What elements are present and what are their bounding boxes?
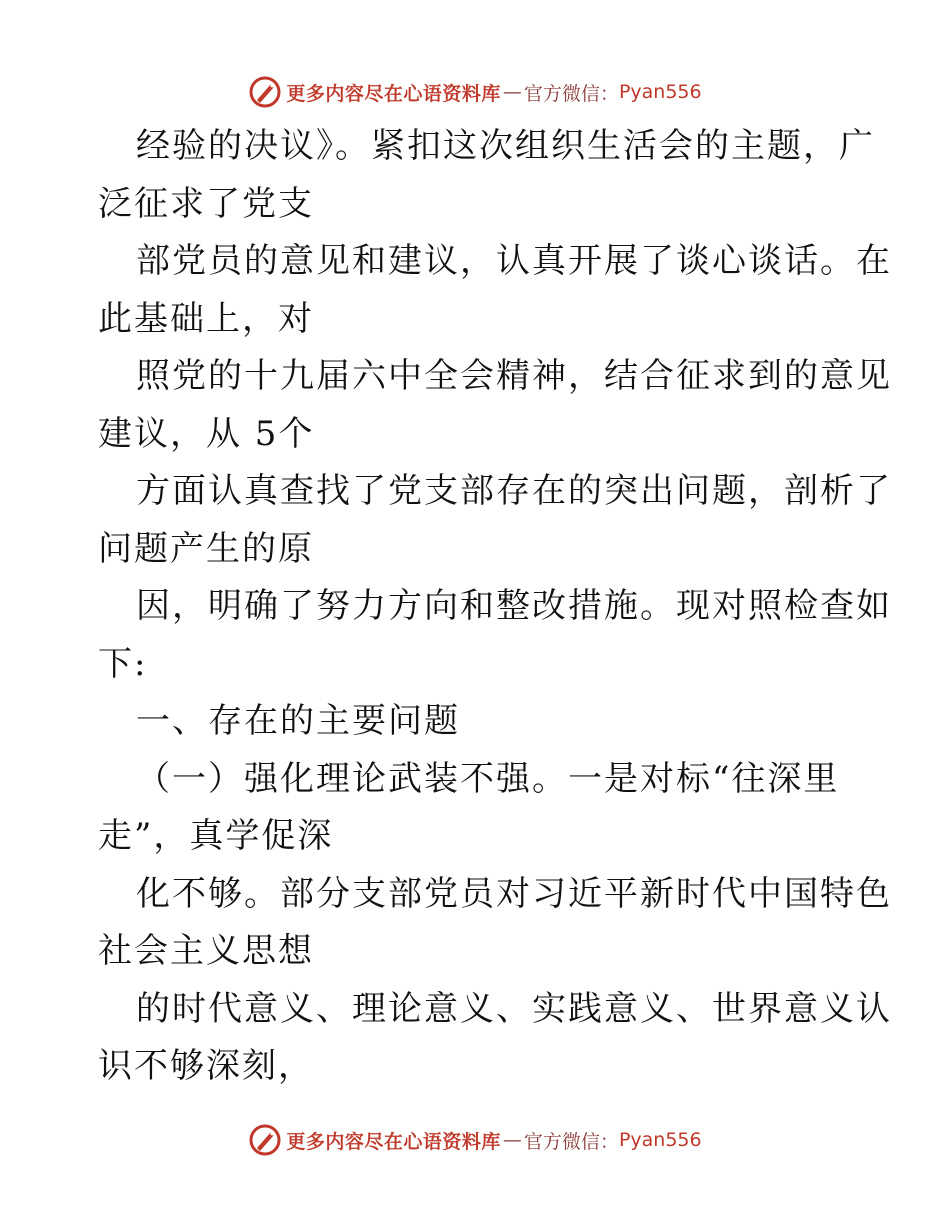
- paragraph-line: 泛征求了党支: [98, 183, 314, 224]
- paragraph-line: （一）强化理论武装不强。一是对标“往深里: [136, 758, 840, 799]
- watermark-wechat-label: 官方微信：: [523, 82, 619, 105]
- watermark-footer: [0, 1120, 950, 1160]
- watermark-wechat-id: Pyan556: [618, 81, 702, 103]
- paragraph-line: 社会主义思想: [98, 931, 314, 971]
- paragraph-line: 问题产生的原: [98, 528, 314, 569]
- watermark-dash: —: [502, 1129, 522, 1151]
- paragraph-line: 走”，真学促深: [98, 816, 334, 856]
- watermark-wechat-label: 官方微信：: [523, 1130, 619, 1153]
- paragraph-line: 建议，从 5个: [98, 413, 315, 454]
- paragraph-line: 此基础上，对: [98, 298, 314, 339]
- document-body: [98, 118, 892, 1096]
- paragraph-line: 因，明确了努力方向和整改措施。现对照检查如: [136, 586, 892, 626]
- watermark-site-name: 更多内容尽在心语资料库: [286, 82, 501, 105]
- section-heading: 一、存在的主要问题: [136, 701, 460, 741]
- paragraph-line: 方面认真查找了党支部存在的突出问题，剖析了: [136, 471, 892, 511]
- paragraph-line: 识不够深刻，: [98, 1046, 314, 1086]
- pen-logo-icon: [248, 1123, 282, 1157]
- paragraph-line: 的时代意义、理论意义、实践意义、世界意义认: [136, 988, 892, 1029]
- paragraph-line: 化不够。部分支部党员对习近平新时代中国特色: [136, 873, 892, 914]
- paragraph-line: 照党的十九届六中全会精神，结合征求到的意见: [136, 356, 892, 396]
- watermark-header: [0, 72, 950, 112]
- paragraph-line: 经验的决议》。紧扣这次组织生活会的主题，广: [136, 126, 875, 166]
- watermark-wechat-id: Pyan556: [618, 1129, 702, 1151]
- watermark-site-name: 更多内容尽在心语资料库: [286, 1130, 501, 1153]
- paragraph-line: 下:: [98, 643, 148, 684]
- watermark-dash: —: [502, 81, 522, 103]
- pen-logo-icon: [248, 75, 282, 109]
- paragraph-line: 部党员的意见和建议，认真开展了谈心谈话。在: [136, 241, 892, 281]
